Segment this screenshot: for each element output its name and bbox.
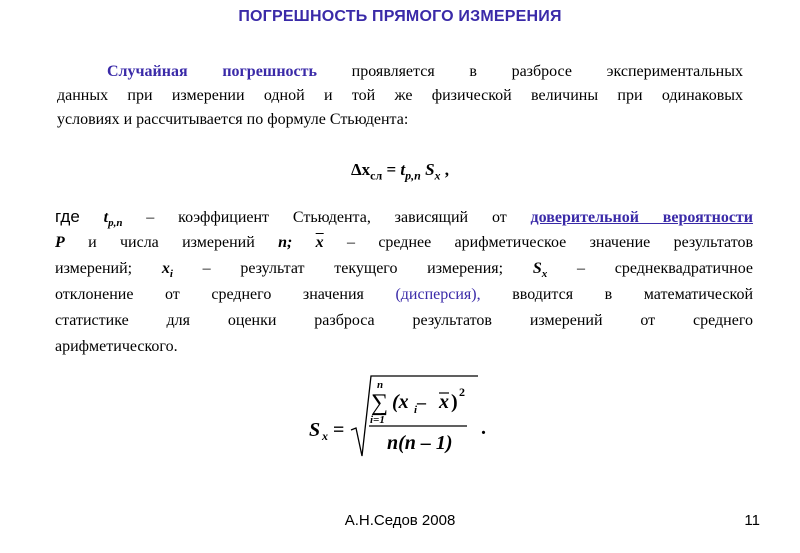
slide-title: ПОГРЕШНОСТЬ ПРЯМОГО ИЗМЕРЕНИЯ bbox=[238, 8, 562, 25]
explanation-line-3-text-c: – среднеквадратичное bbox=[576, 260, 754, 277]
explanation-line-4-text-a: отклонение от среднего значения bbox=[55, 286, 364, 303]
formula2-S: S bbox=[309, 419, 321, 441]
formula1-tail: , bbox=[440, 160, 450, 179]
explanation-line-1-text: – коэффициент Стьюдента, зависящий от bbox=[146, 209, 507, 226]
explanation-line-3-text-a: измерений; bbox=[55, 260, 133, 277]
intro-line-1 bbox=[57, 60, 743, 84]
explanation-paragraph bbox=[55, 204, 753, 360]
page-number: 11 bbox=[744, 512, 760, 529]
formula2-S-sub: x bbox=[322, 429, 328, 443]
word-gde: где bbox=[55, 207, 80, 226]
formula1-t: t bbox=[400, 160, 406, 179]
coef-t: t bbox=[103, 209, 109, 226]
symbol-xbar: $\overline{x}$ bbox=[315, 234, 324, 251]
formula2-numer-sub: i bbox=[414, 404, 418, 416]
explanation-line-4-text-b: вводится в математической bbox=[512, 286, 754, 303]
intro-line-1-rest: проявляется в разбросе экспериментальных bbox=[351, 63, 743, 80]
intro-line-2: данных при измерении одной и той же физической величины при одинаковых bbox=[57, 87, 743, 104]
intro-line-3: условиях и рассчитывается по формуле Стьюдента: bbox=[57, 111, 409, 128]
explanation-line-5: статистике для оценки разброса результатов измерений от среднего bbox=[55, 312, 753, 329]
confidence-probability-link[interactable]: доверительной вероятности bbox=[530, 209, 754, 226]
symbol-xi: x bbox=[161, 260, 170, 277]
formula2-dot: . bbox=[481, 417, 486, 439]
formula1-S-sub: x bbox=[434, 168, 441, 183]
formula1-eq: = bbox=[382, 160, 401, 179]
symbol-n: n; bbox=[278, 234, 293, 251]
formula2-numer-mid: – bbox=[417, 392, 426, 412]
formula2-eq: = bbox=[333, 419, 345, 441]
explanation-line-6: арифметического. bbox=[55, 338, 178, 355]
explanation-line-1 bbox=[55, 204, 753, 230]
formula2-numer-xbar: x bbox=[439, 391, 449, 413]
formula1-S: S bbox=[425, 160, 435, 179]
intro-paragraph bbox=[57, 60, 743, 132]
formula2-numer: (x bbox=[392, 391, 409, 413]
symbol-P: P bbox=[55, 234, 65, 251]
explanation-line-3 bbox=[55, 256, 753, 282]
term-random-error: Случайная погрешность bbox=[107, 63, 317, 80]
formula1-lhs-sub: сл bbox=[370, 168, 383, 183]
symbol-xi-sub: i bbox=[169, 268, 173, 281]
formula2-sum-bottom: i=1 bbox=[370, 414, 385, 426]
coef-t-sub: p,n bbox=[108, 217, 123, 230]
formula2-numer-pow: 2 bbox=[459, 385, 465, 399]
std-deviation-formula bbox=[295, 372, 495, 462]
formula1-lhs: Δx bbox=[350, 160, 371, 179]
formula2-denom: n(n – 1) bbox=[387, 432, 453, 454]
dispersion-link[interactable]: (дисперсия), bbox=[395, 286, 481, 303]
formula2-sum-top: n bbox=[377, 379, 384, 391]
symbol-Sx: S bbox=[532, 260, 542, 277]
formula1-t-sub: p,n bbox=[405, 168, 421, 183]
symbol-Sx-sub: x bbox=[541, 268, 548, 281]
explanation-line-3-text-b: – результат текущего измерения; bbox=[202, 260, 504, 277]
student-formula bbox=[0, 160, 800, 183]
explanation-line-2-text-b: – среднее арифметическое значение результатов bbox=[347, 234, 754, 251]
formula2-numer-close: ) bbox=[451, 391, 458, 413]
formula2-sum: ∑ bbox=[371, 390, 389, 416]
explanation-line-4 bbox=[55, 282, 753, 308]
explanation-line-2 bbox=[55, 230, 753, 256]
footer-author: А.Н.Седов 2008 bbox=[344, 512, 456, 529]
explanation-line-2-text-a: и числа измерений bbox=[88, 234, 255, 251]
